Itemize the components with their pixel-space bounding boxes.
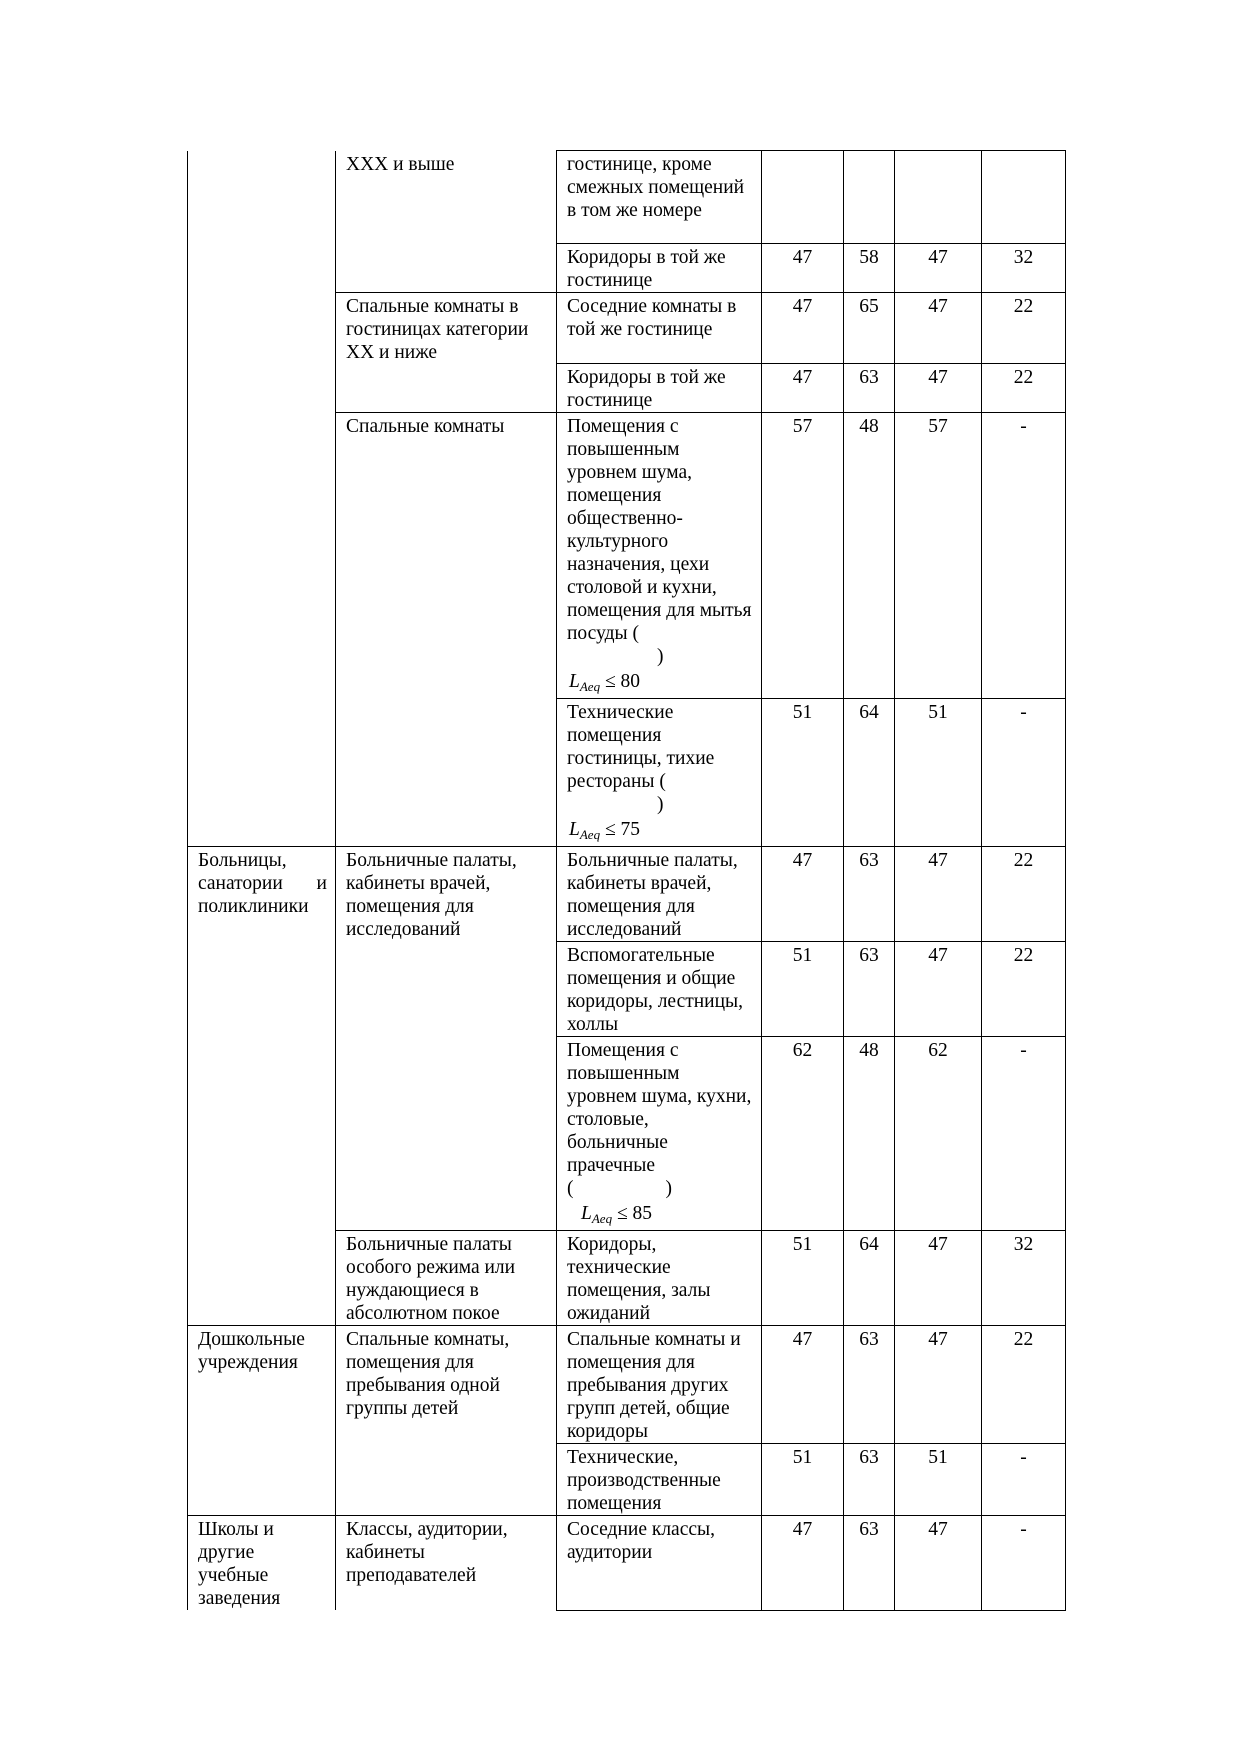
value-cell: 62	[762, 1037, 844, 1231]
room-type-cell: Больничные палаты, кабинеты врачей, помещения для исследований	[336, 847, 557, 1231]
value-cell: -	[982, 1516, 1066, 1611]
adjacent-room-cell	[557, 1037, 762, 1231]
room-type-cell: Классы, аудитории, кабинеты преподавателей	[336, 1516, 557, 1611]
value-cell: 47	[895, 942, 982, 1037]
building-type-cell	[188, 151, 336, 847]
value-cell: 47	[895, 1231, 982, 1326]
value-cell: -	[982, 1037, 1066, 1231]
table-row	[188, 1516, 1066, 1611]
adjacent-room-cell	[557, 699, 762, 847]
value-cell: 62	[895, 1037, 982, 1231]
value-cell: 48	[844, 413, 895, 699]
value-cell: 47	[762, 244, 844, 293]
table-row	[188, 151, 1066, 244]
building-type-cell: Больницы, санатории и поликлиники	[188, 847, 336, 1326]
value-cell: 47	[895, 293, 982, 364]
building-type-cell: Школы и другие учебные заведения	[188, 1516, 336, 1611]
laeq-formula: $L_{Aeq} \le 75$	[569, 819, 641, 842]
value-cell: 65	[844, 293, 895, 364]
adjacent-room-cell: Больничные палаты, кабинеты врачей, помещения для исследований	[557, 847, 762, 942]
value-cell: -	[982, 413, 1066, 699]
table-row	[188, 1326, 1066, 1444]
value-cell: 47	[762, 1326, 844, 1444]
formula-paren-line: ( )	[567, 1178, 672, 1199]
adjacent-room-cell: Соседние комнаты в той же гостинице	[557, 293, 762, 364]
adjacent-room-cell: Коридоры, технические помещения, залы ожиданий	[557, 1231, 762, 1326]
adjacent-room-cell: Спальные комнаты и помещения для пребывания других групп детей, общие коридоры	[557, 1326, 762, 1444]
value-cell: -	[982, 699, 1066, 847]
adjacent-room-text: Помещения с повышенным уровнем шума, кухни, столовые, больничные прачечные	[567, 1040, 752, 1176]
adjacent-room-cell: гостинице, кроме смежных помещений в том же номере	[557, 151, 762, 244]
value-cell: 48	[844, 1037, 895, 1231]
value-cell: 47	[895, 1516, 982, 1611]
building-type-cell: Дошкольные учреждения	[188, 1326, 336, 1516]
adjacent-room-text: Помещения с повышенным уровнем шума, помещения общественно-культурного назначения, цехи столовой и кухни, помещения для мытья посуды (	[567, 416, 752, 644]
room-type-cell: Больничные палаты особого режима или нуждающиеся в абсолютном покое	[336, 1231, 557, 1326]
table-row	[188, 847, 1066, 942]
laeq-formula: $L_{Aeq} \le 80$	[569, 671, 641, 694]
value-cell: 51	[895, 1444, 982, 1516]
room-type-cell: Спальные комнаты в гостиницах категории XX и ниже	[336, 293, 557, 413]
value-cell: 64	[844, 699, 895, 847]
room-type-cell: XXX и выше	[336, 151, 557, 293]
value-cell: 51	[762, 1444, 844, 1516]
value-cell: 47	[895, 364, 982, 413]
room-type-cell: Спальные комнаты	[336, 413, 557, 847]
value-cell: 63	[844, 1516, 895, 1611]
adjacent-room-cell: Технические, производственные помещения	[557, 1444, 762, 1516]
value-cell: 63	[844, 364, 895, 413]
adjacent-room-cell: Соседние классы, аудитории	[557, 1516, 762, 1611]
value-cell: -	[982, 1444, 1066, 1516]
value-cell	[844, 151, 895, 244]
adjacent-room-cell	[557, 413, 762, 699]
value-cell: 63	[844, 847, 895, 942]
adjacent-room-cell: Коридоры в той же гостинице	[557, 244, 762, 293]
formula-paren: )	[657, 794, 664, 815]
laeq-formula: $L_{Aeq} \le 85$	[581, 1203, 653, 1226]
value-cell: 63	[844, 1326, 895, 1444]
value-cell: 32	[982, 244, 1066, 293]
value-cell: 58	[844, 244, 895, 293]
value-cell: 47	[895, 244, 982, 293]
room-type-cell: Спальные комнаты, помещения для пребывания одной группы детей	[336, 1326, 557, 1516]
value-cell: 51	[762, 699, 844, 847]
adjacent-room-text: Технические помещения гостиницы, тихие рестораны (	[567, 702, 715, 792]
value-cell: 47	[762, 293, 844, 364]
value-cell: 22	[982, 847, 1066, 942]
value-cell: 51	[762, 942, 844, 1037]
value-cell: 63	[844, 942, 895, 1037]
value-cell: 22	[982, 1326, 1066, 1444]
value-cell: 47	[762, 847, 844, 942]
value-cell: 47	[895, 847, 982, 942]
sound-insulation-norms-table	[187, 150, 1066, 1611]
value-cell: 32	[982, 1231, 1066, 1326]
value-cell: 63	[844, 1444, 895, 1516]
value-cell: 22	[982, 293, 1066, 364]
value-cell: 22	[982, 364, 1066, 413]
formula-paren: )	[657, 646, 664, 667]
value-cell: 22	[982, 942, 1066, 1037]
value-cell: 57	[762, 413, 844, 699]
value-cell: 47	[762, 1516, 844, 1611]
adjacent-room-cell: Вспомогательные помещения и общие коридоры, лестницы, холлы	[557, 942, 762, 1037]
value-cell	[762, 151, 844, 244]
value-cell: 47	[895, 1326, 982, 1444]
value-cell	[895, 151, 982, 244]
value-cell: 47	[762, 364, 844, 413]
value-cell	[982, 151, 1066, 244]
value-cell: 64	[844, 1231, 895, 1326]
value-cell: 51	[895, 699, 982, 847]
value-cell: 57	[895, 413, 982, 699]
adjacent-room-cell: Коридоры в той же гостинице	[557, 364, 762, 413]
value-cell: 51	[762, 1231, 844, 1326]
